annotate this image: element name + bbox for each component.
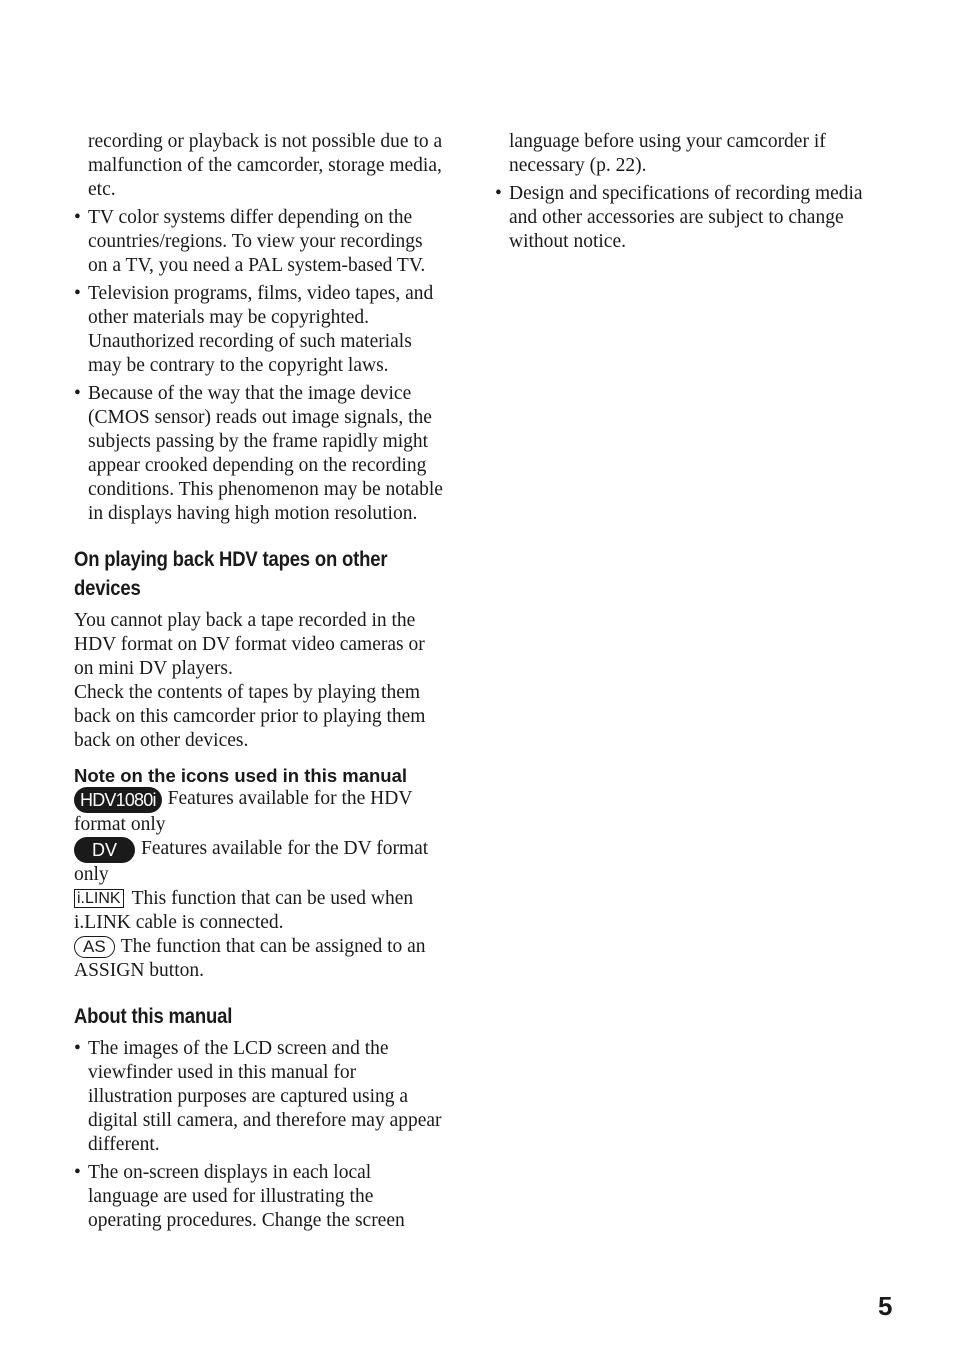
list-item (74, 282, 444, 378)
bullet-list (495, 182, 865, 254)
ilink-icon: i.LINK (74, 889, 124, 908)
dv-icon: DV (74, 837, 135, 863)
list-item (74, 1161, 444, 1233)
bullet-glyph: • (74, 383, 81, 404)
list-item (74, 382, 444, 526)
icon-note-text: Features available for the DV format only (74, 838, 429, 885)
hdv-playback-heading: On playing back HDV tapes on other devices (74, 548, 388, 600)
page-number: 5 (878, 1291, 893, 1321)
list-item-text: The images of the LCD screen and the viewfinder used in this manual for illustration purposes are captured using a digital still camera, and therefore may appear different. (88, 1038, 442, 1155)
icon-note-item (74, 935, 444, 983)
list-item (74, 206, 444, 278)
list-item-text: Design and specifications of recording media and other accessories are subject to change without notice. (509, 183, 863, 252)
about-manual-heading: About this manual (74, 1005, 233, 1028)
list-item-text: Because of the way that the image device (CMOS sensor) reads out image signals, the subjects passing by the frame rapidly might appear crooked depending on the recording conditions. This phenomenon may be notable in displays having high motion resolution. (88, 383, 443, 524)
left-column (74, 130, 444, 1233)
hdv1080i-icon: HDV1080i (74, 787, 162, 813)
list-item (495, 182, 865, 254)
right-column (495, 130, 865, 254)
bullet-glyph: • (74, 283, 81, 304)
bullet-list (74, 206, 444, 526)
hdv-check-paragraph: Check the contents of tapes by playing them back on this camcorder prior to playing them back on other devices. (74, 682, 426, 751)
bullet-glyph: • (74, 1162, 81, 1183)
continued-text: language before using your camcorder if necessary (p. 22). (509, 131, 826, 176)
bullet-list (74, 1037, 444, 1233)
hdv-playback-paragraph: You cannot play back a tape recorded in the HDV format on DV format video cameras or on mini DV players. (74, 610, 425, 679)
continued-text: recording or playback is not possible due to a malfunction of the camcorder, storage media, etc. (88, 131, 443, 200)
list-item-text: TV color systems differ depending on the countries/regions. To view your recordings on a TV, you need a PAL system-based TV. (88, 207, 426, 276)
bullet-glyph: • (74, 1038, 81, 1059)
assign-icon: AS (74, 936, 115, 958)
icon-note-item (74, 787, 444, 837)
icon-note-text: Features available for the HDV format only (74, 788, 413, 835)
icons-note-heading: Note on the icons used in this manual (74, 765, 408, 786)
icon-note-item (74, 837, 444, 887)
list-item-text: Television programs, films, video tapes, and other materials may be copyrighted. Unauthorized recording of such materials may be contrary to the copyright laws. (88, 283, 434, 376)
bullet-glyph: • (74, 207, 81, 228)
icon-note-text: This function that can be used when i.LINK cable is connected. (74, 888, 414, 933)
icon-note-item (74, 887, 444, 935)
bullet-glyph: • (495, 183, 502, 204)
icon-note-text: The function that can be assigned to an ASSIGN button. (74, 936, 426, 981)
list-item (74, 1037, 444, 1157)
list-item-text: The on-screen displays in each local language are used for illustrating the operating procedures. Change the screen (88, 1162, 405, 1231)
